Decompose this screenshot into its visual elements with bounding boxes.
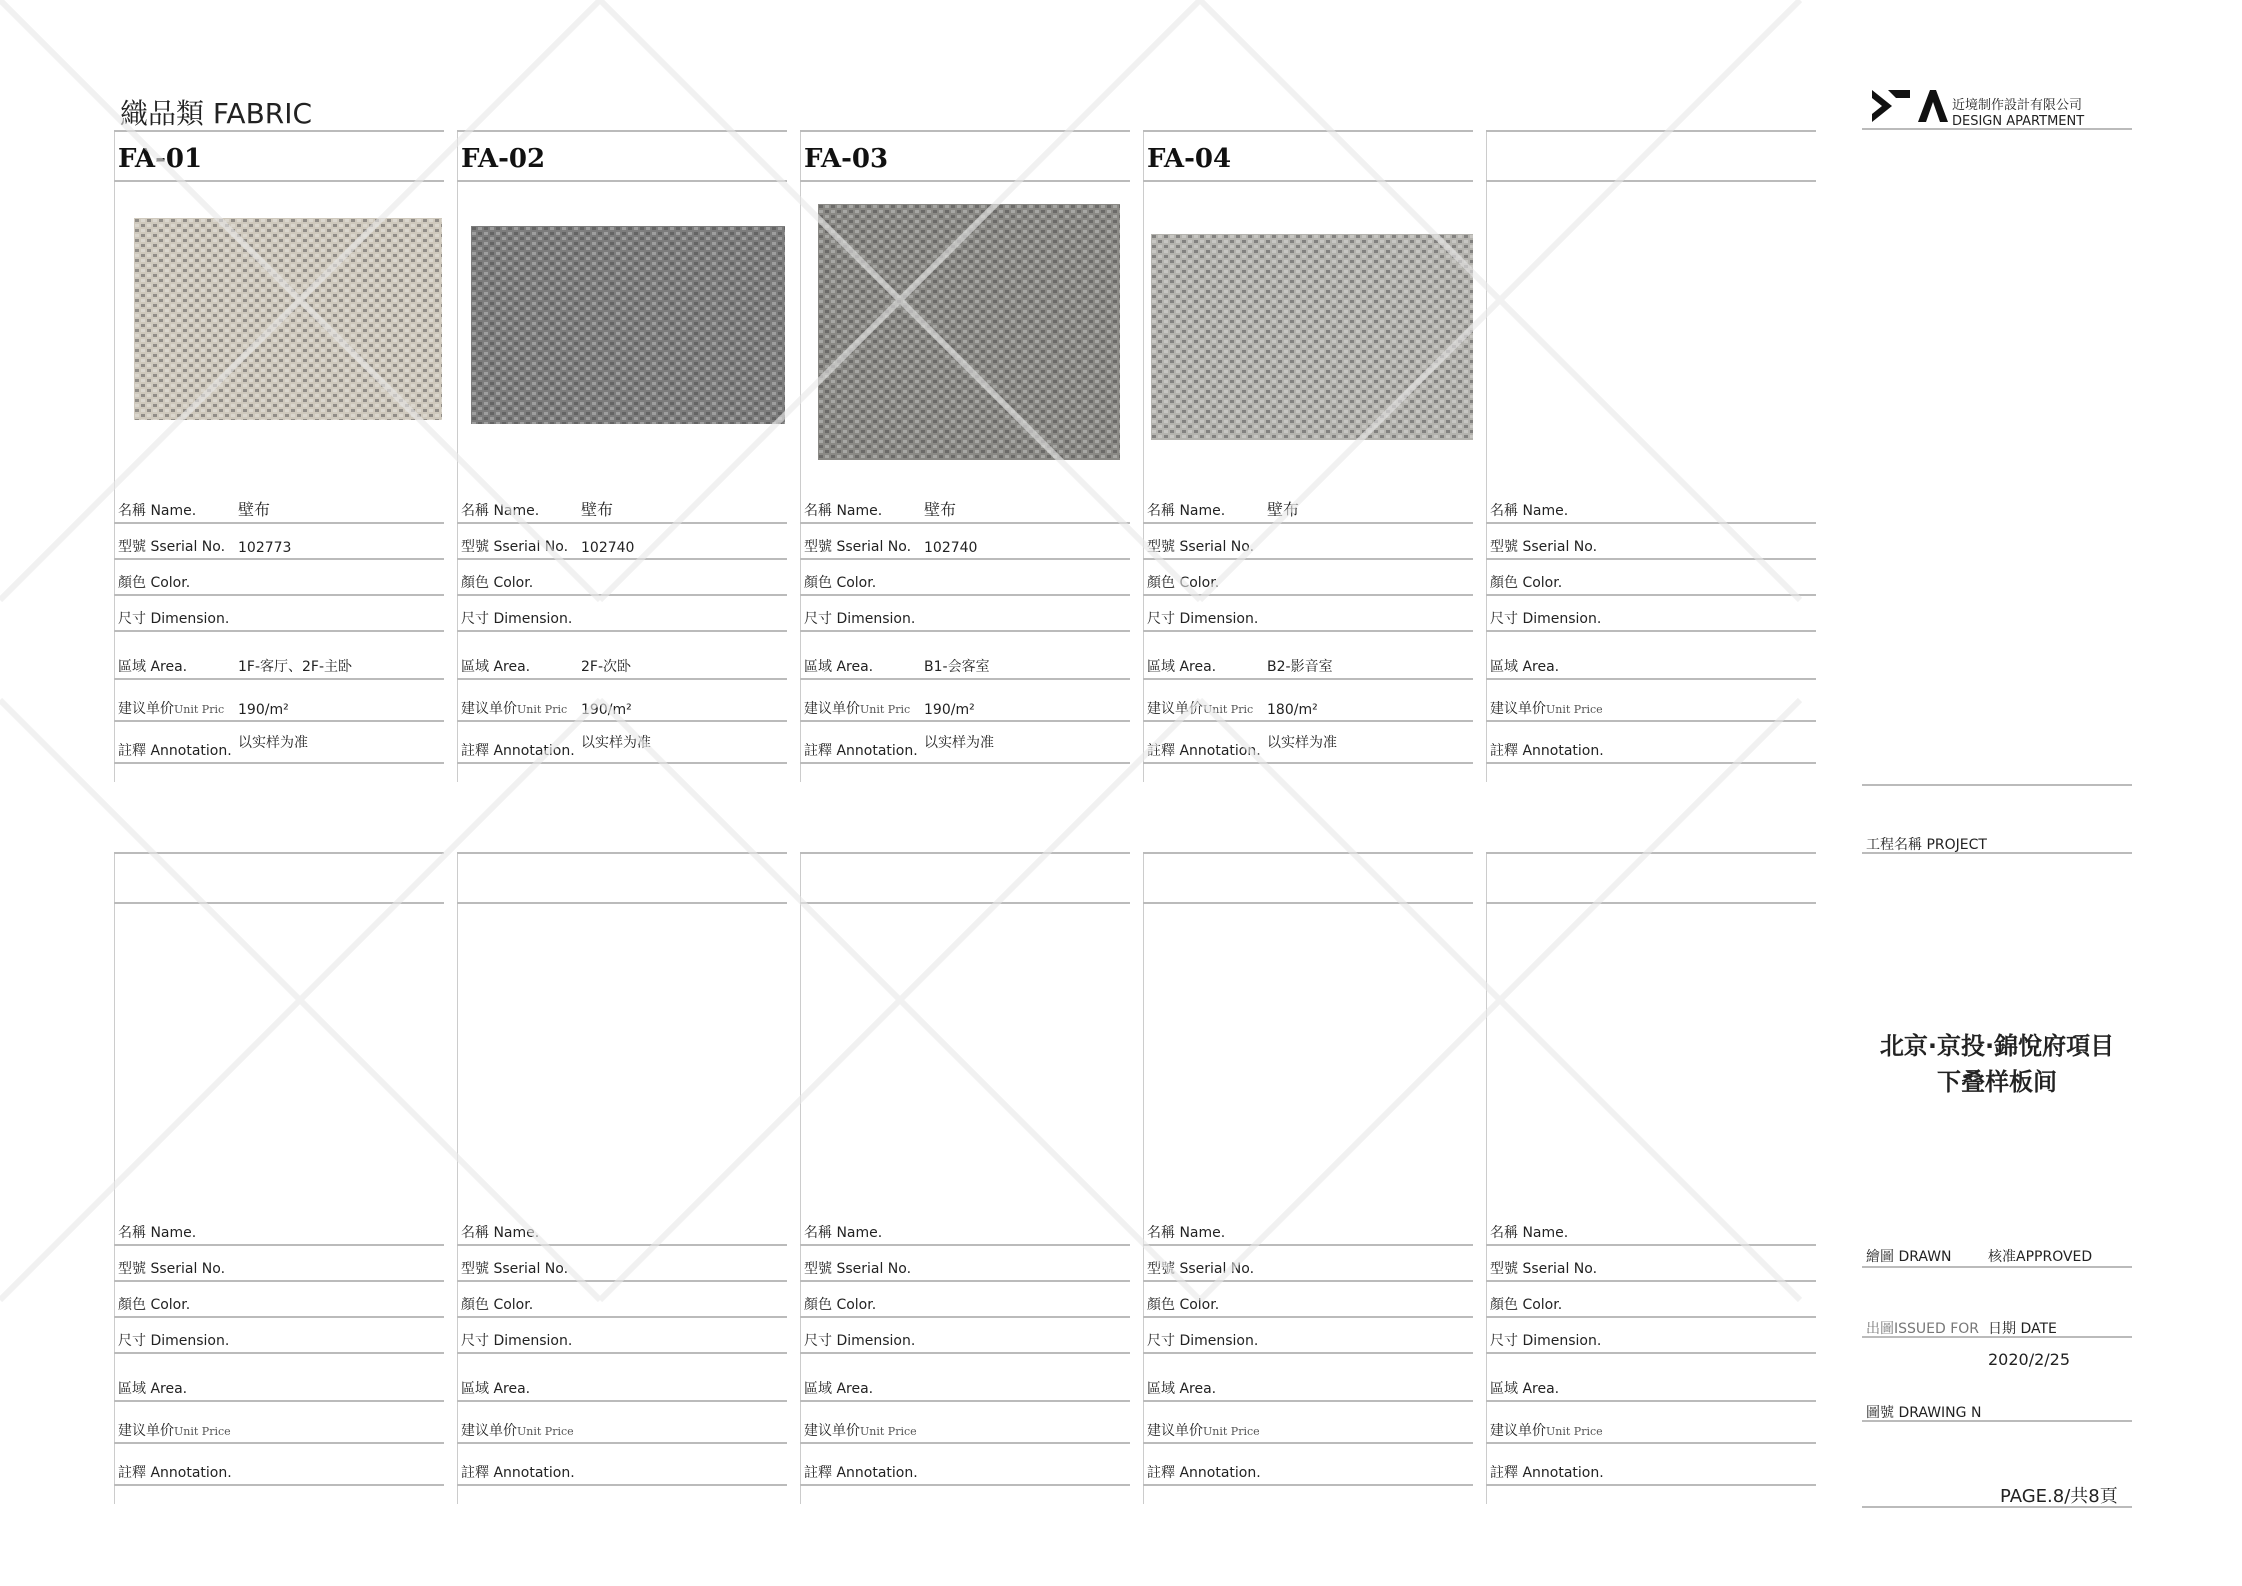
field-color [1486,1280,1816,1318]
field-label-dimension: 尺寸 Dimension. [1147,611,1259,627]
field-label-serial: 型號 Sserial No. [804,1261,912,1277]
field-label-annotation: 註釋 Annotation. [1490,743,1604,759]
card-top-line [800,852,1130,854]
field-label-annotation: 註釋 Annotation. [461,743,575,759]
card-code-row [800,852,1130,904]
field-label-annotation: 註釋 Annotation. [118,1465,232,1481]
field-label-price: 建议单价Unit Price [461,1423,574,1439]
fabric-card [114,130,444,782]
field-value-name: 壁布 [238,500,271,519]
field-area [1486,630,1816,680]
field-label-dimension: 尺寸 Dimension. [461,611,573,627]
card-code-row [1143,852,1473,904]
field-area [1486,1352,1816,1402]
fabric-swatch-image [134,218,442,420]
field-value-name: 壁布 [1267,500,1300,519]
field-name [1486,488,1816,524]
field-name [457,488,787,524]
field-label-serial: 型號 Sserial No. [118,1261,226,1277]
field-label-name: 名稱 Name. [118,503,197,519]
field-label-color: 顏色 Color. [461,575,534,591]
project-name [1862,1028,2132,1100]
card-top-line [1143,852,1473,854]
card-code: FA-02 [461,144,546,174]
card-code-row [457,852,787,904]
fabric-card [457,130,787,782]
field-label-color: 顏色 Color. [1490,1297,1563,1313]
field-serial [457,1244,787,1282]
field-label-dimension: 尺寸 Dimension. [1490,1333,1602,1349]
fabric-card [800,130,1130,782]
field-label-dimension: 尺寸 Dimension. [1490,611,1602,627]
field-label-area: 區域 Area. [118,659,188,675]
card-top-line [800,130,1130,132]
field-annotation [1486,1442,1816,1486]
field-label-annotation: 註釋 Annotation. [1147,743,1261,759]
field-label-name: 名稱 Name. [1147,1225,1226,1241]
card-code: FA-04 [1147,144,1232,174]
field-annotation [114,720,444,764]
card-code-row [114,130,444,182]
card-code-row [1486,130,1816,182]
fabric-card [1486,852,1816,1504]
field-label-price: 建议单价Unit Pric [118,701,225,717]
field-value-price: 190/m² [581,702,632,718]
fabric-swatch-image [471,226,785,424]
field-area [457,1352,787,1402]
field-label-color: 顏色 Color. [1147,575,1220,591]
field-price [1143,1400,1473,1444]
card-code-row [800,130,1130,182]
card-top-line [457,130,787,132]
field-label-area: 區域 Area. [804,1381,874,1397]
field-area [800,1352,1130,1402]
field-label-area: 區域 Area. [118,1381,188,1397]
field-label-color: 顏色 Color. [1490,575,1563,591]
divider [1862,1420,2132,1422]
field-value-annotation: 以实样为准 [924,735,994,751]
field-label-area: 區域 Area. [461,1381,531,1397]
field-label-name: 名稱 Name. [804,503,883,519]
field-dimension [1143,1316,1473,1354]
field-label-dimension: 尺寸 Dimension. [461,1333,573,1349]
field-label-annotation: 註釋 Annotation. [804,743,918,759]
page-title: 織品類 FABRIC [120,97,313,130]
field-serial [1143,522,1473,560]
field-annotation [1143,1442,1473,1486]
field-label-area: 區域 Area. [461,659,531,675]
field-dimension [457,1316,787,1354]
field-label-color: 顏色 Color. [804,1297,877,1313]
field-label-name: 名稱 Name. [1147,503,1226,519]
field-label-annotation: 註釋 Annotation. [461,1465,575,1481]
field-area [1143,1352,1473,1402]
project-label: 工程名稱 PROJECT [1866,837,1987,853]
field-value-serial: 102740 [924,540,978,556]
project-name-line2: 下叠样板间 [1937,1068,2057,1096]
field-color [1143,1280,1473,1318]
project-name-line1: 北京·京投·錦悅府項目 [1879,1032,2115,1060]
drawing-no-label: 圖號 DRAWING N [1866,1405,1982,1421]
field-label-annotation: 註釋 Annotation. [1490,1465,1604,1481]
field-label-dimension: 尺寸 Dimension. [804,1333,916,1349]
field-serial [1486,522,1816,560]
field-price [457,678,787,722]
field-dimension [1486,594,1816,632]
field-label-price: 建议单价Unit Pric [1147,701,1254,717]
field-label-price: 建议单价Unit Price [1490,701,1603,717]
card-code-row [1486,852,1816,904]
field-color [800,1280,1130,1318]
field-annotation [457,1442,787,1486]
card-code-row [457,130,787,182]
divider [1862,1266,2132,1268]
field-value-annotation: 以实样为准 [581,735,651,751]
field-color [457,558,787,596]
field-name [1486,1210,1816,1246]
date-value: 2020/2/25 [1988,1350,2071,1369]
issued-label: 出圖ISSUED FOR [1866,1321,1980,1337]
date-label: 日期 DATE [1988,1321,2057,1337]
field-name [800,1210,1130,1246]
field-area [457,630,787,680]
fabric-card [114,852,444,1504]
field-serial [457,522,787,560]
field-label-dimension: 尺寸 Dimension. [118,1333,230,1349]
field-label-serial: 型號 Sserial No. [804,539,912,555]
card-top-line [1486,130,1816,132]
field-value-name: 壁布 [581,500,614,519]
field-serial [1143,1244,1473,1282]
field-annotation [800,1442,1130,1486]
fabric-card [1143,130,1473,782]
field-label-serial: 型號 Sserial No. [461,539,569,555]
field-label-color: 顏色 Color. [1147,1297,1220,1313]
field-name [1143,1210,1473,1246]
field-price [457,1400,787,1444]
field-serial [800,522,1130,560]
field-price [1486,1400,1816,1444]
card-top-line [1486,852,1816,854]
field-value-area: 1F-客厅、2F-主卧 [238,659,353,675]
field-serial [114,1244,444,1282]
fabric-swatch-image [818,204,1120,460]
card-top-line [114,852,444,854]
field-annotation [457,720,787,764]
field-color [1143,558,1473,596]
card-code-row [1143,130,1473,182]
field-serial [1486,1244,1816,1282]
field-dimension [800,594,1130,632]
field-value-price: 190/m² [238,702,289,718]
field-dimension [114,1316,444,1354]
drawn-label: 繪圖 DRAWN [1866,1249,1952,1265]
field-dimension [1486,1316,1816,1354]
field-label-price: 建议单价Unit Price [1490,1423,1603,1439]
field-annotation [1143,720,1473,764]
field-label-serial: 型號 Sserial No. [1490,1261,1598,1277]
field-serial [114,522,444,560]
divider [1862,1336,2132,1338]
field-price [800,1400,1130,1444]
company-name-en: DESIGN APARTMENT [1952,114,2085,129]
field-value-price: 180/m² [1267,702,1318,718]
field-label-area: 區域 Area. [1490,1381,1560,1397]
field-label-name: 名稱 Name. [118,1225,197,1241]
field-label-color: 顏色 Color. [461,1297,534,1313]
field-label-area: 區域 Area. [1147,1381,1217,1397]
field-name [1143,488,1473,524]
field-price [114,678,444,722]
field-value-annotation: 以实样为准 [238,735,308,751]
field-color [457,1280,787,1318]
page-number: PAGE.8/共8頁 [2000,1486,2118,1507]
field-price [800,678,1130,722]
fabric-swatch-image [1151,234,1473,440]
field-value-name: 壁布 [924,500,957,519]
field-label-price: 建议单价Unit Price [118,1423,231,1439]
company-name-cn: 近境制作設計有限公司 [1952,98,2083,113]
field-label-name: 名稱 Name. [461,1225,540,1241]
field-area [800,630,1130,680]
field-annotation [800,720,1130,764]
field-dimension [457,594,787,632]
field-area [114,630,444,680]
field-value-area: 2F-次卧 [581,659,632,675]
field-label-dimension: 尺寸 Dimension. [1147,1333,1259,1349]
field-value-serial: 102740 [581,540,635,556]
field-label-price: 建议单价Unit Price [1147,1423,1260,1439]
field-label-dimension: 尺寸 Dimension. [118,611,230,627]
field-label-price: 建议单价Unit Price [804,1423,917,1439]
divider [1862,128,2132,130]
field-label-serial: 型號 Sserial No. [461,1261,569,1277]
field-label-annotation: 註釋 Annotation. [804,1465,918,1481]
field-area [1143,630,1473,680]
field-label-color: 顏色 Color. [804,575,877,591]
field-label-name: 名稱 Name. [804,1225,883,1241]
field-label-area: 區域 Area. [1147,659,1217,675]
divider [1862,784,2132,786]
divider [1862,852,2132,854]
field-color [800,558,1130,596]
field-label-dimension: 尺寸 Dimension. [804,611,916,627]
field-label-name: 名稱 Name. [461,503,540,519]
field-color [114,1280,444,1318]
field-color [114,558,444,596]
card-code: FA-03 [804,144,889,174]
field-price [1143,678,1473,722]
field-name [114,1210,444,1246]
field-value-serial: 102773 [238,540,292,556]
field-value-price: 190/m² [924,702,975,718]
field-label-name: 名稱 Name. [1490,1225,1569,1241]
card-top-line [1143,130,1473,132]
field-dimension [114,594,444,632]
field-label-color: 顏色 Color. [118,575,191,591]
card-code: FA-01 [118,144,203,174]
field-value-area: B2-影音室 [1267,659,1333,675]
card-top-line [114,130,444,132]
field-label-serial: 型號 Sserial No. [1147,1261,1255,1277]
field-name [114,488,444,524]
field-label-serial: 型號 Sserial No. [1147,539,1255,555]
fabric-card [457,852,787,1504]
field-label-color: 顏色 Color. [118,1297,191,1313]
field-label-annotation: 註釋 Annotation. [1147,1465,1261,1481]
field-color [1486,558,1816,596]
field-annotation [114,1442,444,1486]
fabric-card [800,852,1130,1504]
field-value-area: B1-会客室 [924,659,990,675]
field-label-price: 建议单价Unit Pric [804,701,911,717]
field-label-area: 區域 Area. [1490,659,1560,675]
fabric-card [1143,852,1473,1504]
field-price [114,1400,444,1444]
divider [1862,1506,2132,1508]
field-label-name: 名稱 Name. [1490,503,1569,519]
field-name [457,1210,787,1246]
logo-mark-icon [1870,86,1950,126]
approved-label: 核准APPROVED [1988,1249,2093,1265]
fabric-card [1486,130,1816,782]
field-value-annotation: 以实样为准 [1267,735,1337,751]
field-label-price: 建议单价Unit Pric [461,701,568,717]
field-label-serial: 型號 Sserial No. [118,539,226,555]
card-code-row [114,852,444,904]
field-label-serial: 型號 Sserial No. [1490,539,1598,555]
field-dimension [800,1316,1130,1354]
field-label-annotation: 註釋 Annotation. [118,743,232,759]
field-label-area: 區域 Area. [804,659,874,675]
field-dimension [1143,594,1473,632]
field-name [800,488,1130,524]
card-top-line [457,852,787,854]
field-annotation [1486,720,1816,764]
field-serial [800,1244,1130,1282]
field-area [114,1352,444,1402]
field-price [1486,678,1816,722]
